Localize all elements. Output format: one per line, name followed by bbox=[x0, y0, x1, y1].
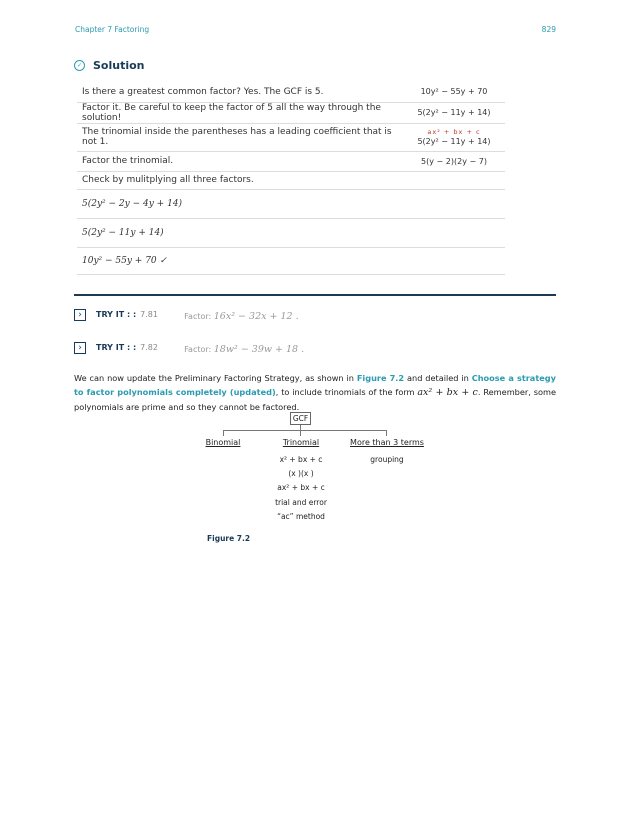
trinomial-item: ax² + bx + c bbox=[277, 483, 325, 492]
strategy-paragraph bbox=[74, 371, 556, 414]
connector-line bbox=[223, 430, 386, 431]
check-circle-icon: ✓ bbox=[74, 60, 85, 71]
check-line: 10y² − 55y + 70 ✓ bbox=[77, 247, 505, 274]
try-it-expression: 18w² − 39w + 18 . bbox=[213, 344, 305, 355]
chevron-right-icon[interactable]: › bbox=[74, 342, 86, 354]
connector-line bbox=[386, 430, 387, 436]
step-text: Factor the trinomial. bbox=[77, 151, 403, 171]
try-it-expression: 16x² − 32x + 12 . bbox=[213, 311, 299, 322]
try-it-prompt: Factor: bbox=[184, 345, 212, 354]
try-it-label: TRY IT : : bbox=[96, 343, 137, 352]
step-row bbox=[77, 102, 505, 123]
gcf-node: GCF bbox=[290, 412, 311, 425]
trinomial-item: x² + bx + c bbox=[279, 455, 323, 464]
page-number: 829 bbox=[541, 25, 556, 34]
check-line: 5(2y² − 11y + 14) bbox=[77, 218, 505, 247]
try-it-prompt: Factor: bbox=[184, 312, 212, 321]
check-row bbox=[77, 247, 505, 274]
paragraph-text: , to include trinomials of the form bbox=[275, 387, 418, 397]
grouping-item: grouping bbox=[370, 455, 404, 464]
trinomial-item: “ac” method bbox=[277, 512, 325, 521]
try-it-7-81 bbox=[74, 307, 299, 322]
trinomial-item: (x )(x ) bbox=[288, 469, 314, 478]
trinomial-node: Trinomial bbox=[282, 438, 320, 447]
strategy-link[interactable]: Choose a strategy to factor polynomials completely (updated) bbox=[74, 373, 557, 397]
step-row bbox=[77, 123, 505, 151]
solution-heading bbox=[74, 59, 145, 72]
trinomial-form: ax² + bx + c bbox=[417, 387, 478, 398]
more-than-3-terms-node: More than 3 terms bbox=[350, 438, 424, 447]
paragraph-text: and detailed in bbox=[404, 373, 472, 383]
step-row bbox=[77, 82, 505, 102]
chapter-header: Chapter 7 Factoring bbox=[75, 25, 150, 34]
paragraph-text: We can now update the Preliminary Factoring Strategy, as shown in bbox=[74, 373, 357, 383]
step-text: The trinomial inside the parentheses has a leading coefficient that is not 1. bbox=[77, 123, 403, 151]
step-math: 5(2y² − 11y + 14) bbox=[417, 137, 491, 146]
step-math: 5(y − 2)(2y − 7) bbox=[403, 151, 505, 171]
figure-7-2-link[interactable]: Figure 7.2 bbox=[356, 373, 405, 383]
try-it-7-82 bbox=[74, 340, 304, 355]
try-it-number: 7.81 bbox=[140, 310, 158, 319]
check-row bbox=[77, 189, 505, 218]
solution-title: Solution bbox=[93, 59, 145, 72]
paragraph-text: . Remember, some polynomials are prime and so they cannot be factored. bbox=[74, 387, 557, 412]
try-it-number: 7.82 bbox=[140, 343, 158, 352]
chevron-right-icon[interactable]: › bbox=[74, 309, 86, 321]
section-divider bbox=[74, 294, 556, 296]
check-line: 5(2y² − 2y − 4y + 14) bbox=[77, 189, 505, 218]
step-math: 10y² − 55y + 70 bbox=[403, 82, 505, 102]
binomial-node: Binomial bbox=[205, 438, 241, 447]
connector-line bbox=[300, 430, 301, 436]
check-row bbox=[77, 218, 505, 247]
figure-caption: Figure 7.2 bbox=[207, 534, 251, 543]
try-it-label: TRY IT : : bbox=[96, 310, 137, 319]
step-row bbox=[77, 151, 505, 171]
trinomial-item: trial and error bbox=[275, 498, 327, 507]
solution-steps-table bbox=[77, 82, 505, 275]
step-math: 5(2y² − 11y + 14) bbox=[403, 102, 505, 123]
connector-line bbox=[223, 430, 224, 436]
step-text: Factor it. Be careful to keep the factor of 5 all the way through the solution! bbox=[77, 102, 403, 123]
step-row bbox=[77, 171, 505, 189]
step-text: Is there a greatest common factor? Yes. The GCF is 5. bbox=[77, 82, 403, 102]
step-text: Check by mulitplying all three factors. bbox=[77, 171, 505, 189]
coefficient-labels: ax² + bx + c bbox=[427, 128, 481, 136]
